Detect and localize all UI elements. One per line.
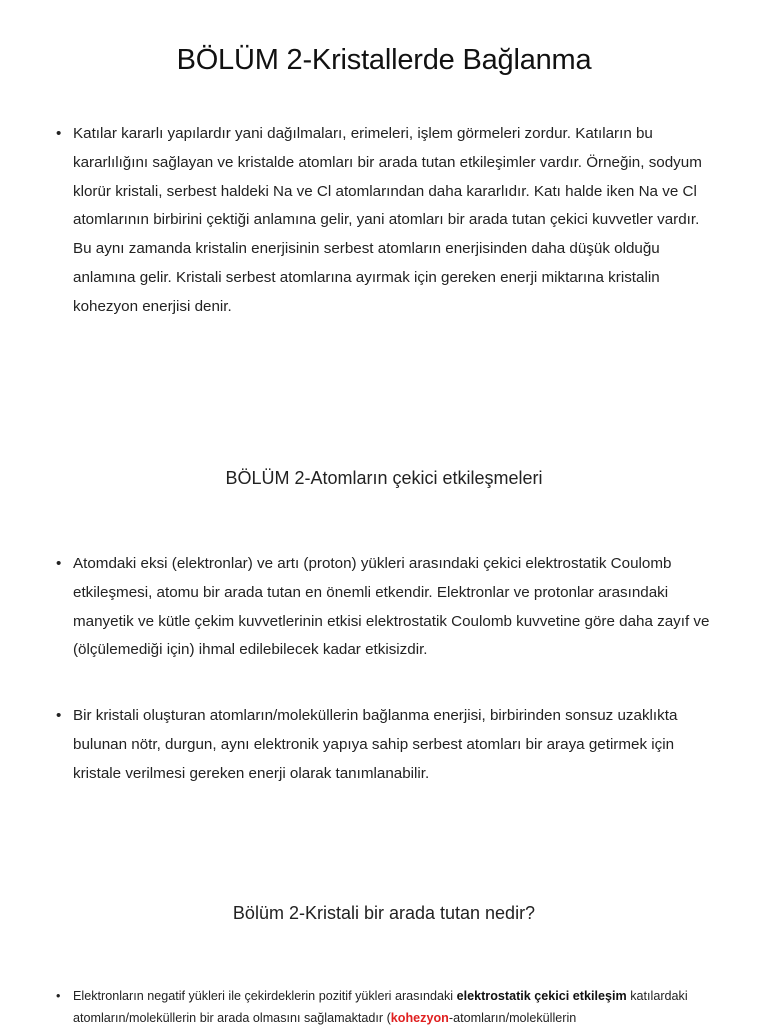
section-heading: BÖLÜM 2-Atomların çekici etkileşmeleri [225, 468, 543, 488]
bullet-text: Atomdaki eksi (elektronlar) ve artı (proton) yükleri arasındaki çekici elektrostatik Coulomb etkileşmesi, atomu bir arada tutan en önemli etkendir. Elektronlar ve protonlar arasındaki manyetik ve kütle çekim kuvvetlerinin etkisi elektrostatik Coulomb kuvvetine göre daha zayıf ve (ölçülemediği için) ihmal edilebilecek kadar etkisizdir. [73, 555, 710, 659]
list-item [56, 702, 716, 788]
list-item [56, 120, 716, 322]
highlight-word: kohezyon [390, 1011, 449, 1025]
bullet-text-part: katılardaki atomların/moleküllerin bir arada olmasını sağlamaktadır ( [73, 989, 688, 1025]
bullet-text-part: -atomların/moleküllerin [448, 1011, 577, 1025]
bullet-icon: • [56, 555, 62, 572]
bullet-icon: • [56, 707, 62, 724]
bullet-icon: • [56, 989, 61, 1003]
bullet-text [73, 985, 716, 1029]
bullet-text: Katılar kararlı yapılardır yani dağılmaları, erimeleri, işlem görmeleri zordur. Katıların bu kararlılığını sağlayan ve kristalde atomları bir arada tutan etkileşimler vardır. Örneğin, sodyum klorür kristali, serbest haldeki Na ve Cl atomlarından daha kararlıdır. Katı halde iken Na ve Cl atomlarının birbirini çektiği anlamına gelir, yani atomları bir arada tutan çekici kuvvetler vardır. Bu aynı zamanda kristalin enerjisinin serbest atomların enerjisinden daha düşük olduğu anlamına gelir. Kristali serbest atomlarına ayırmak için gereken enerji miktarına kristalin kohezyon enerjisi denir. [73, 125, 702, 315]
bullet-text: Bir kristali oluşturan atomların/moleküllerin bağlanma enerjisi, birbirinden sonsuz uzaklıkta bulunan nötr, durgun, aynı elektronik yapıya sahip serbest atomları bir araya getirmek için kristale verilmesi gereken enerji olarak tanımlanabilir. [73, 707, 678, 782]
slide-title: BÖLÜM 2-Kristallerde Bağlanma [176, 44, 592, 76]
bold-phrase: elektrostatik çekici etkileşim [456, 989, 627, 1003]
list-item [56, 985, 716, 1029]
list-item [56, 550, 716, 665]
section-heading: Bölüm 2-Kristali bir arada tutan nedir? [232, 903, 536, 923]
bullet-text-part: Elektronların negatif yükleri ile çekirdeklerin pozitif yükleri arasındaki [73, 989, 457, 1003]
bullet-icon: • [56, 125, 62, 142]
